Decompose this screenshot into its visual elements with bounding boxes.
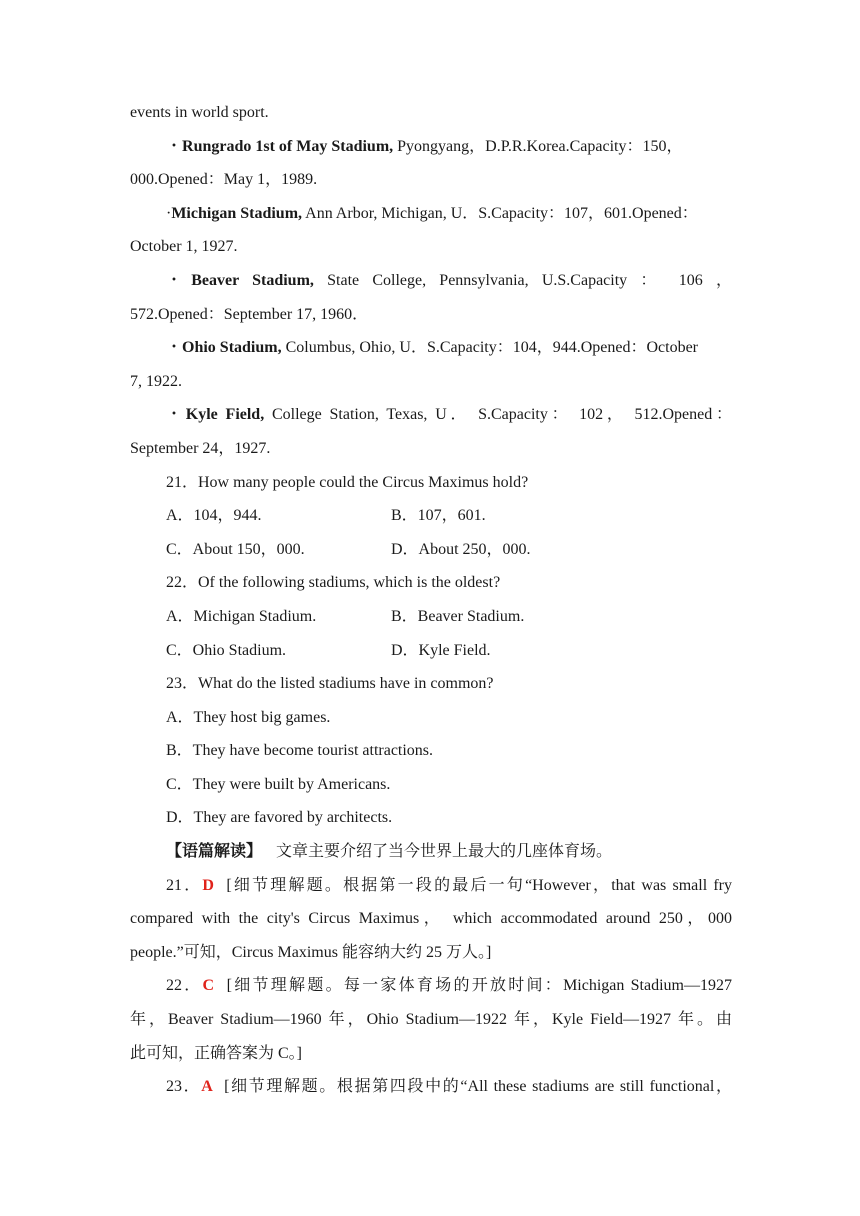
answer-text-line: 年，Beaver Stadium—1960 年，Ohio Stadium—1922 年，Kyle Field—1927 年。由 bbox=[130, 1011, 732, 1029]
option-b: B．They have become tourist attractions. bbox=[166, 742, 434, 760]
question-22: 22．Of the following stadiums, which is the oldest? bbox=[166, 574, 501, 592]
analysis-summary: 文章主要介绍了当今世界上最大的几座体育场。 bbox=[276, 843, 613, 861]
question-23: 23．What do the listed stadiums have in common? bbox=[166, 675, 494, 693]
answer-letter: C bbox=[202, 977, 215, 995]
analysis-heading: 【语篇解读】 bbox=[166, 843, 263, 861]
option-d: D．About 250，000. bbox=[391, 540, 531, 558]
stadium-name: Kyle Field, bbox=[185, 406, 265, 424]
stadium-name: Michigan Stadium, bbox=[171, 204, 303, 222]
answer-letter: A bbox=[201, 1078, 213, 1096]
answer-text-line: people.”可知，Circus Maximus 能容纳大约 25 万人。] bbox=[130, 943, 492, 961]
option-c: C．They were built by Americans. bbox=[166, 775, 391, 793]
document-page bbox=[130, 96, 732, 1104]
text-line: October 1, 1927. bbox=[130, 238, 238, 256]
option-d: D．Kyle Field. bbox=[391, 641, 491, 659]
question-21: 21．How many people could the Circus Maximus hold? bbox=[166, 473, 529, 491]
option-a: A．They host big games. bbox=[166, 708, 331, 726]
option-a: A．104，944. bbox=[166, 507, 262, 525]
answer-text-line: 此可知，正确答案为 C。] bbox=[130, 1044, 303, 1062]
options-row bbox=[130, 499, 732, 533]
text-line: events in world sport. bbox=[130, 104, 269, 121]
option-c: C．About 150，000. bbox=[166, 540, 305, 558]
stadium-entry-beaver: ・Beaver Stadium, State College, Pennsylvania, U.S.Capacity ： 106 ， bbox=[166, 271, 732, 289]
stadium-name: Ohio Stadium, bbox=[182, 339, 282, 357]
answer-text-line: compared with the city's Circus Maximus， which accommodated around 250，000 bbox=[130, 910, 732, 928]
text-line: 7, 1922. bbox=[130, 372, 182, 390]
stadium-entry-kyle: ・Kyle Field, College Station, Texas, U． S.Capacity： 102， 512.Opened： bbox=[166, 406, 732, 424]
stadium-entry-michigan: ·Michigan Stadium, Ann Arbor, Michigan, U．S.Capacity：107，601.Opened： bbox=[166, 204, 698, 222]
option-a: A．Michigan Stadium. bbox=[166, 607, 317, 625]
option-c: C．Ohio Stadium. bbox=[166, 641, 287, 659]
stadium-name: Beaver Stadium, bbox=[191, 271, 314, 289]
answer-23: 23．A [细节理解题。根据第四段中的“All these stadiums are still functional， bbox=[166, 1078, 732, 1096]
stadium-entry-rungrado: ・Rungrado 1st of May Stadium, Pyongyang，D.P.R.Korea.Capacity：150， bbox=[166, 137, 683, 155]
text-line: September 24，1927. bbox=[130, 439, 271, 457]
option-b: B．Beaver Stadium. bbox=[391, 607, 525, 625]
option-b: B．107，601. bbox=[391, 507, 486, 525]
stadium-entry-ohio: ・Ohio Stadium, Columbus, Ohio, U．S.Capacity：104，944.Opened：October bbox=[166, 339, 699, 357]
stadium-name: Rungrado 1st of May Stadium, bbox=[182, 137, 394, 155]
text-line: 000.Opened：May 1，1989. bbox=[130, 171, 318, 189]
answer-21: 21．D [细节理解题。根据第一段的最后一句“However，that was small fry bbox=[166, 876, 732, 894]
options-row bbox=[130, 600, 732, 634]
answer-letter: D bbox=[202, 876, 214, 894]
text-line: 572.Opened：September 17, 1960． bbox=[130, 305, 369, 323]
options-row bbox=[130, 634, 732, 668]
analysis-block bbox=[130, 835, 732, 869]
answer-22: 22．C [细节理解题。每一家体育场的开放时间：Michigan Stadium—1927 bbox=[166, 977, 732, 995]
options-row bbox=[130, 533, 732, 567]
option-d: D．They are favored by architects. bbox=[166, 809, 393, 827]
